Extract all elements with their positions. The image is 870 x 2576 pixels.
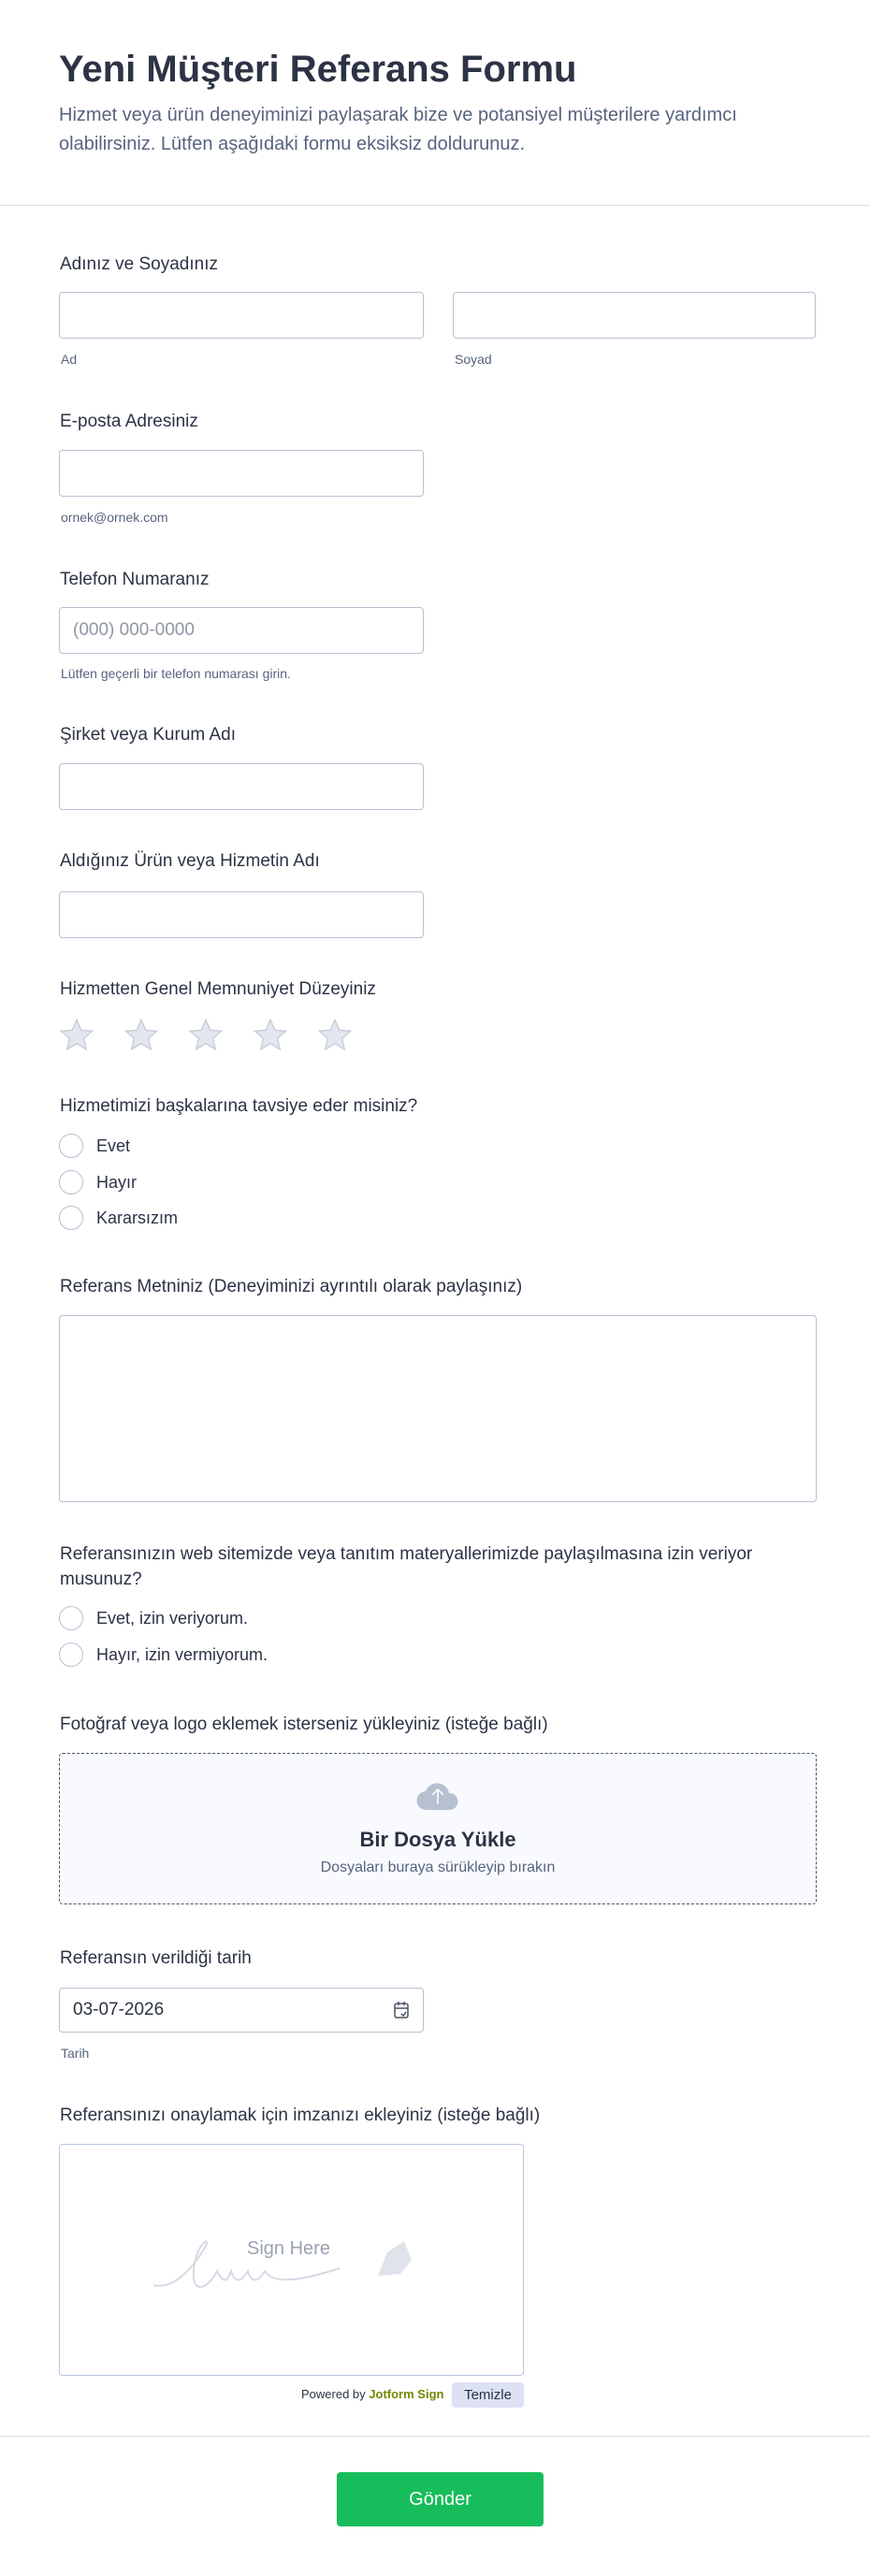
phone-sublabel: Lütfen geçerli bir telefon numarası girin. [61,666,291,681]
option-label: Evet, izin veriyorum. [96,1608,249,1628]
option-label: Evet [96,1136,131,1155]
powered-by [301,2387,443,2401]
jotform-sign-logo: Jotform Sign [369,2387,444,2401]
rating-label: Hizmetten Genel Memnuniyet Düzeyiniz [60,979,376,999]
recommend-option-yes[interactable] [59,1134,130,1158]
calendar-icon[interactable] [393,2001,410,2019]
date-sublabel: Tarih [61,2046,90,2061]
email-sublabel: ornek@ornek.com [61,510,168,525]
recommend-option-undecided[interactable] [59,1206,178,1230]
star-icon[interactable] [123,1017,160,1054]
upload-title: Bir Dosya Yükle [359,1828,516,1851]
star-icon[interactable] [187,1017,225,1054]
radio-circle[interactable] [59,1170,83,1194]
star-rating[interactable] [58,1017,354,1054]
radio-circle[interactable] [59,1643,83,1667]
option-label: Hayır [96,1172,138,1192]
option-label: Kararsızım [96,1208,179,1227]
date-value: 03-07-2026 [73,2000,165,2019]
email-input[interactable] [59,450,424,497]
footer-divider [0,2436,870,2437]
star-icon[interactable] [316,1017,354,1054]
recommend-label: Hizmetimizi başkalarına tavsiye eder misiniz? [60,1096,418,1116]
company-label: Şirket veya Kurum Adı [60,725,236,745]
permission-option-yes[interactable] [59,1606,248,1630]
radio-circle[interactable] [59,1134,83,1158]
radio-circle[interactable] [59,1206,83,1230]
submit-button[interactable]: Gönder [337,2472,544,2526]
signature-pad[interactable] [59,2144,524,2376]
first-name-sublabel: Ad [61,352,78,367]
file-upload-dropzone[interactable] [59,1753,817,1904]
upload-subtitle: Dosyaları buraya sürükleyip bırakın [320,1860,556,1875]
testimonial-label: Referans Metniniz (Deneyiminizi ayrıntılı olarak paylaşınız) [60,1277,523,1296]
page-title: Yeni Müşteri Referans Formu [59,49,577,90]
company-input[interactable] [59,763,424,810]
last-name-input[interactable] [453,292,816,339]
first-name-input[interactable] [59,292,424,339]
last-name-sublabel: Soyad [455,352,492,367]
signature-scribble-icon [153,2234,425,2299]
name-label: Adınız ve Soyadınız [60,254,218,274]
clear-signature-button[interactable]: Temizle [452,2382,524,2408]
form-description: Hizmet veya ürün deneyiminizi paylaşarak bize ve potansiyel müşterilere yardımcı olabilirsiniz. Lütfen aşağıdaki formu eksiksiz doldurunuz. [59,105,737,154]
date-input[interactable] [59,1988,424,2033]
permission-label: Referansınızın web sitemizde veya tanıtım materyallerimizde paylaşılmasına izin veriyor musunuz? [60,1544,753,1589]
radio-circle[interactable] [59,1606,83,1630]
date-label: Referansın verildiği tarih [60,1948,252,1968]
signature-label: Referansınızı onaylamak için imzanızı ekleyiniz (isteğe bağlı) [60,2106,541,2125]
powered-by-text: Powered by [301,2387,366,2401]
star-icon[interactable] [58,1017,95,1054]
sign-here-placeholder: Sign Here [247,2238,330,2259]
phone-input[interactable] [59,607,424,654]
email-label: E-posta Adresiniz [60,412,198,431]
upload-label: Fotoğraf veya logo eklemek isterseniz yükleyiniz (isteğe bağlı) [60,1715,548,1734]
header-divider [0,205,870,206]
recommend-option-no[interactable] [59,1170,137,1194]
phone-label: Telefon Numaranız [60,570,210,589]
option-label: Hayır, izin vermiyorum. [96,1644,268,1664]
testimonial-textarea[interactable] [59,1315,817,1502]
cloud-upload-icon [415,1778,460,1812]
star-icon[interactable] [252,1017,289,1054]
product-label: Aldığınız Ürün veya Hizmetin Adı [60,851,320,871]
permission-option-no[interactable] [59,1643,268,1667]
product-input[interactable] [59,891,424,938]
